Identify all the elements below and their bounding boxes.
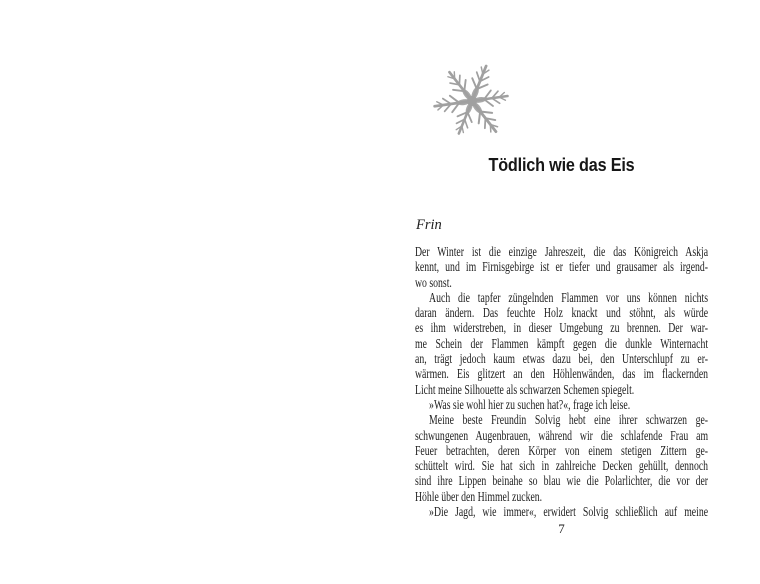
body-text xyxy=(415,244,760,519)
text-line: Auch die tapfer züngelnden Flammen vor uns können nichts xyxy=(429,289,709,305)
text-line: schüttelt wird. Sie hat sich in zahlreiche Decken gehüllt, dennoch xyxy=(415,458,709,474)
chapter-title: Tödlich wie das Eis xyxy=(488,155,635,175)
text-line: wärmen. Eis glitzert an den Höhlenwänden, das im flackernden xyxy=(415,366,709,382)
text-line: Feuer betrachten, deren Körper von einem stetigen Zittern ge- xyxy=(415,442,709,458)
text-line: es ihm widerstreben, in dieser Umgebung zu brennen. Der war- xyxy=(415,320,709,336)
text-line: »Was sie wohl hier zu suchen hat?«, frage ich leise. xyxy=(429,396,631,412)
text-line: an, trägt jedoch kaum etwas dazu bei, den Unterschlupf zu er- xyxy=(415,351,709,367)
page-number: 7 xyxy=(558,521,565,536)
text-line: wo sonst. xyxy=(415,274,452,290)
text-line: schwungenen Augenbrauen, während wir die schlafende Frau am xyxy=(415,427,709,443)
text-line: daran ändern. Das feuchte Holz knackt und stöhnt, als würde xyxy=(415,305,709,321)
text-line: Licht meine Silhouette als schwarzen Schemen spiegelt. xyxy=(415,381,635,397)
text-line: »Die Jagd, wie immer«, erwidert Solvig schließlich auf meine xyxy=(429,504,709,520)
text-line: Meine beste Freundin Solvig hebt eine ihrer schwarzen ge- xyxy=(429,412,709,428)
text-line: kennt, und im Firnisgebirge ist er tiefer und grausamer als irgend- xyxy=(415,259,709,275)
narrator-name: Frin xyxy=(416,217,442,233)
text-line: me Schein der Flammen kämpft gegen die dunkle Winternacht xyxy=(415,335,709,351)
text-line: sind ihre Lippen beinahe so blau wie die Polarlichter, die vor der xyxy=(415,473,709,489)
text-line: Höhle über den Himmel zucken. xyxy=(415,488,543,504)
snowflake-ornament-icon xyxy=(426,54,518,148)
text-line: Der Winter ist die einzige Jahreszeit, die das Königreich Askja xyxy=(415,244,709,259)
